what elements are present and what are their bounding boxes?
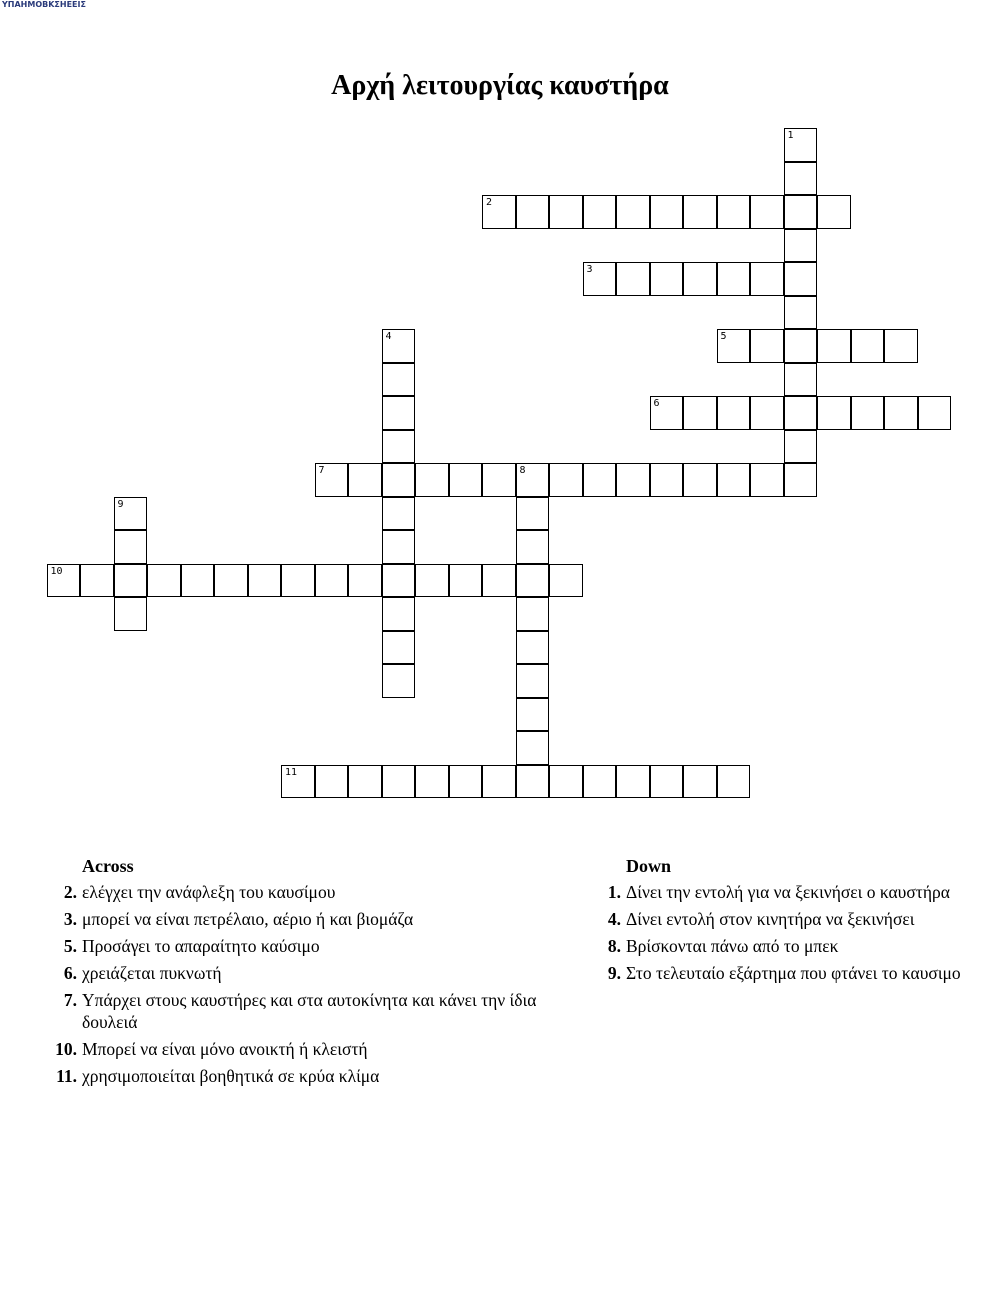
watermark-logo: ΥΠΑΗΜΟΒΚΣΗΕΕΙΣ (2, 0, 86, 9)
clue-number: 6. (63, 963, 77, 983)
across-clue (40, 1065, 570, 1087)
clue-text: χρησιμοποιείται βοηθητικά σε κρύα κλίμα (82, 1066, 380, 1086)
crossword-cell[interactable] (717, 396, 751, 430)
crossword-cell[interactable] (382, 530, 416, 564)
crossword-cell[interactable] (516, 731, 550, 765)
crossword-cell[interactable] (750, 396, 784, 430)
cell-number: 3 (586, 264, 593, 275)
clue-number: 11. (56, 1066, 77, 1086)
crossword-cell[interactable] (784, 128, 818, 162)
clue-text: Στο τελευταίο εξάρτημα που φτάνει το καυσιμο (626, 963, 961, 983)
clue-number: 3. (63, 909, 77, 929)
crossword-cell[interactable] (851, 329, 885, 363)
crossword-cell[interactable] (549, 564, 583, 598)
crossword-cell[interactable] (549, 765, 583, 799)
crossword-cell[interactable] (583, 463, 617, 497)
crossword-cell[interactable] (784, 296, 818, 330)
clue-text: Δίνει την εντολή για να ξεκινήσει ο καυστήρα (626, 882, 950, 902)
crossword-cell[interactable] (482, 564, 516, 598)
clue-text: Βρίσκονται πάνω από το μπεκ (626, 936, 839, 956)
clue-number: 4. (607, 909, 621, 929)
clue-number: 1. (607, 882, 621, 902)
crossword-cell[interactable] (650, 262, 684, 296)
clue-number: 8. (607, 936, 621, 956)
crossword-cell[interactable] (516, 195, 550, 229)
crossword-cell[interactable] (114, 597, 148, 631)
crossword-cell[interactable] (817, 329, 851, 363)
crossword-cell[interactable] (382, 463, 416, 497)
crossword-cell[interactable] (482, 765, 516, 799)
crossword-cell[interactable] (884, 396, 918, 430)
crossword-cell[interactable] (482, 195, 516, 229)
crossword-cell[interactable] (750, 262, 784, 296)
crossword-cell[interactable] (449, 564, 483, 598)
crossword-cell[interactable] (382, 765, 416, 799)
crossword-cell[interactable] (683, 396, 717, 430)
cell-number: 5 (720, 331, 727, 342)
cell-number: 7 (318, 465, 325, 476)
crossword-cell[interactable] (683, 463, 717, 497)
crossword-cell[interactable] (750, 329, 784, 363)
clue-text: χρειάζεται πυκνωτή (82, 963, 222, 983)
crossword-cell[interactable] (650, 396, 684, 430)
crossword-cell[interactable] (516, 664, 550, 698)
down-clues (592, 856, 962, 989)
across-clue-list (40, 881, 570, 1087)
crossword-cell[interactable] (750, 195, 784, 229)
cell-number: 9 (117, 498, 124, 510)
across-clue (40, 989, 570, 1033)
crossword-cell[interactable] (583, 262, 617, 296)
crossword-cell[interactable] (147, 564, 181, 598)
clue-text: Μπορεί να είναι μόνο ανοικτή ή κλειστή (82, 1039, 368, 1059)
clue-text: Δίνει εντολή στον κινητήρα να ξεκινήσει (626, 909, 915, 929)
crossword-cell[interactable] (382, 597, 416, 631)
crossword-cell[interactable] (549, 195, 583, 229)
crossword-cell[interactable] (348, 564, 382, 598)
clue-text: μπορεί να είναι πετρέλαιο, αέριο ή και βιομάζα (82, 909, 414, 929)
crossword-cell[interactable] (449, 463, 483, 497)
clue-number: 10. (55, 1039, 77, 1059)
clue-number: 7. (63, 990, 77, 1010)
across-clue (40, 962, 570, 984)
crossword-cell[interactable] (80, 564, 114, 598)
crossword-cell[interactable] (784, 229, 818, 263)
crossword-cell[interactable] (415, 765, 449, 799)
across-heading: Across (82, 856, 134, 876)
down-heading: Down (626, 856, 672, 876)
cell-number: 8 (519, 465, 526, 476)
crossword-cell[interactable] (382, 497, 416, 531)
crossword-cell[interactable] (449, 765, 483, 799)
crossword-cell[interactable] (315, 564, 349, 598)
crossword-cell[interactable] (583, 195, 617, 229)
crossword-cell[interactable] (315, 463, 349, 497)
crossword-cell[interactable] (114, 564, 148, 598)
crossword-cell[interactable] (281, 564, 315, 598)
crossword-cell[interactable] (717, 463, 751, 497)
across-clue (40, 908, 570, 930)
clue-number: 9. (607, 963, 621, 983)
across-clue (40, 1038, 570, 1060)
crossword-cell[interactable] (415, 564, 449, 598)
crossword-cell[interactable] (516, 530, 550, 564)
crossword-cell[interactable] (717, 765, 751, 799)
cell-number: 11 (285, 766, 298, 778)
cell-number: 6 (653, 398, 660, 409)
crossword-cell[interactable] (717, 329, 751, 363)
crossword-cell[interactable] (315, 765, 349, 799)
crossword-cell[interactable] (382, 396, 416, 430)
crossword-cell[interactable] (683, 262, 717, 296)
crossword-cell[interactable] (348, 765, 382, 799)
crossword-cell[interactable] (516, 698, 550, 732)
cell-number: 1 (787, 130, 794, 141)
crossword-cell[interactable] (683, 195, 717, 229)
crossword-cell[interactable] (516, 765, 550, 799)
crossword-cell[interactable] (482, 463, 516, 497)
down-clue (592, 908, 962, 930)
crossword-cell[interactable] (918, 396, 952, 430)
crossword-cell[interactable] (516, 631, 550, 665)
crossword-cell[interactable] (47, 564, 81, 598)
crossword-cell[interactable] (382, 664, 416, 698)
crossword-cell[interactable] (415, 463, 449, 497)
across-clue (40, 881, 570, 903)
crossword-cell[interactable] (817, 396, 851, 430)
crossword-cell[interactable] (784, 162, 818, 196)
crossword-cell[interactable] (717, 195, 751, 229)
down-clue-list (592, 881, 962, 984)
crossword-cell[interactable] (382, 631, 416, 665)
crossword-cell[interactable] (750, 463, 784, 497)
crossword-cell[interactable] (851, 396, 885, 430)
crossword-cell[interactable] (516, 597, 550, 631)
crossword-cell[interactable] (583, 765, 617, 799)
crossword-cell[interactable] (784, 262, 818, 296)
crossword-cell[interactable] (114, 497, 148, 531)
crossword-cell[interactable] (683, 765, 717, 799)
crossword-cell[interactable] (214, 564, 248, 598)
cell-number: 4 (385, 331, 392, 342)
crossword-cell[interactable] (382, 329, 416, 363)
crossword-cell[interactable] (650, 195, 684, 229)
crossword-cell[interactable] (784, 329, 818, 363)
crossword-cell[interactable] (884, 329, 918, 363)
clue-text: Υπάρχει στους καυστήρες και στα αυτοκίνητα και κάνει την ίδια δουλειά (82, 990, 537, 1032)
crossword-cell[interactable] (616, 195, 650, 229)
crossword-cell[interactable] (281, 765, 315, 799)
crossword-cell[interactable] (516, 463, 550, 497)
crossword-cell[interactable] (348, 463, 382, 497)
crossword-cell[interactable] (382, 430, 416, 464)
crossword-cell[interactable] (516, 564, 550, 598)
crossword-cell[interactable] (616, 262, 650, 296)
crossword-cell[interactable] (516, 497, 550, 531)
down-clue (592, 881, 962, 903)
page-title: Αρχή λειτουργίας καυστήρα (331, 70, 669, 101)
crossword-cell[interactable] (248, 564, 282, 598)
clue-number: 5. (63, 936, 77, 956)
crossword-cell[interactable] (817, 195, 851, 229)
down-clue (592, 935, 962, 957)
crossword-cell[interactable] (114, 530, 148, 564)
crossword-cell[interactable] (549, 463, 583, 497)
cell-number: 10 (50, 565, 63, 577)
crossword-cell[interactable] (717, 262, 751, 296)
crossword-cell[interactable] (616, 765, 650, 799)
crossword-cell[interactable] (181, 564, 215, 598)
crossword-cell[interactable] (650, 765, 684, 799)
crossword-cell[interactable] (650, 463, 684, 497)
crossword-cell[interactable] (382, 564, 416, 598)
down-clue (592, 962, 962, 984)
crossword-cell[interactable] (784, 430, 818, 464)
across-clues (40, 856, 570, 1092)
crossword-cell[interactable] (784, 363, 818, 397)
clue-text: ελέγχει την ανάφλεξη του καυσίμου (82, 882, 336, 902)
crossword-cell[interactable] (382, 363, 416, 397)
cell-number: 2 (486, 197, 493, 208)
crossword-cell[interactable] (784, 396, 818, 430)
clue-number: 2. (63, 882, 77, 902)
crossword-cell[interactable] (616, 463, 650, 497)
crossword-cell[interactable] (784, 195, 818, 229)
across-clue (40, 935, 570, 957)
clue-text: Προσάγει το απαραίτητο καύσιμο (82, 936, 320, 956)
crossword-cell[interactable] (784, 463, 818, 497)
